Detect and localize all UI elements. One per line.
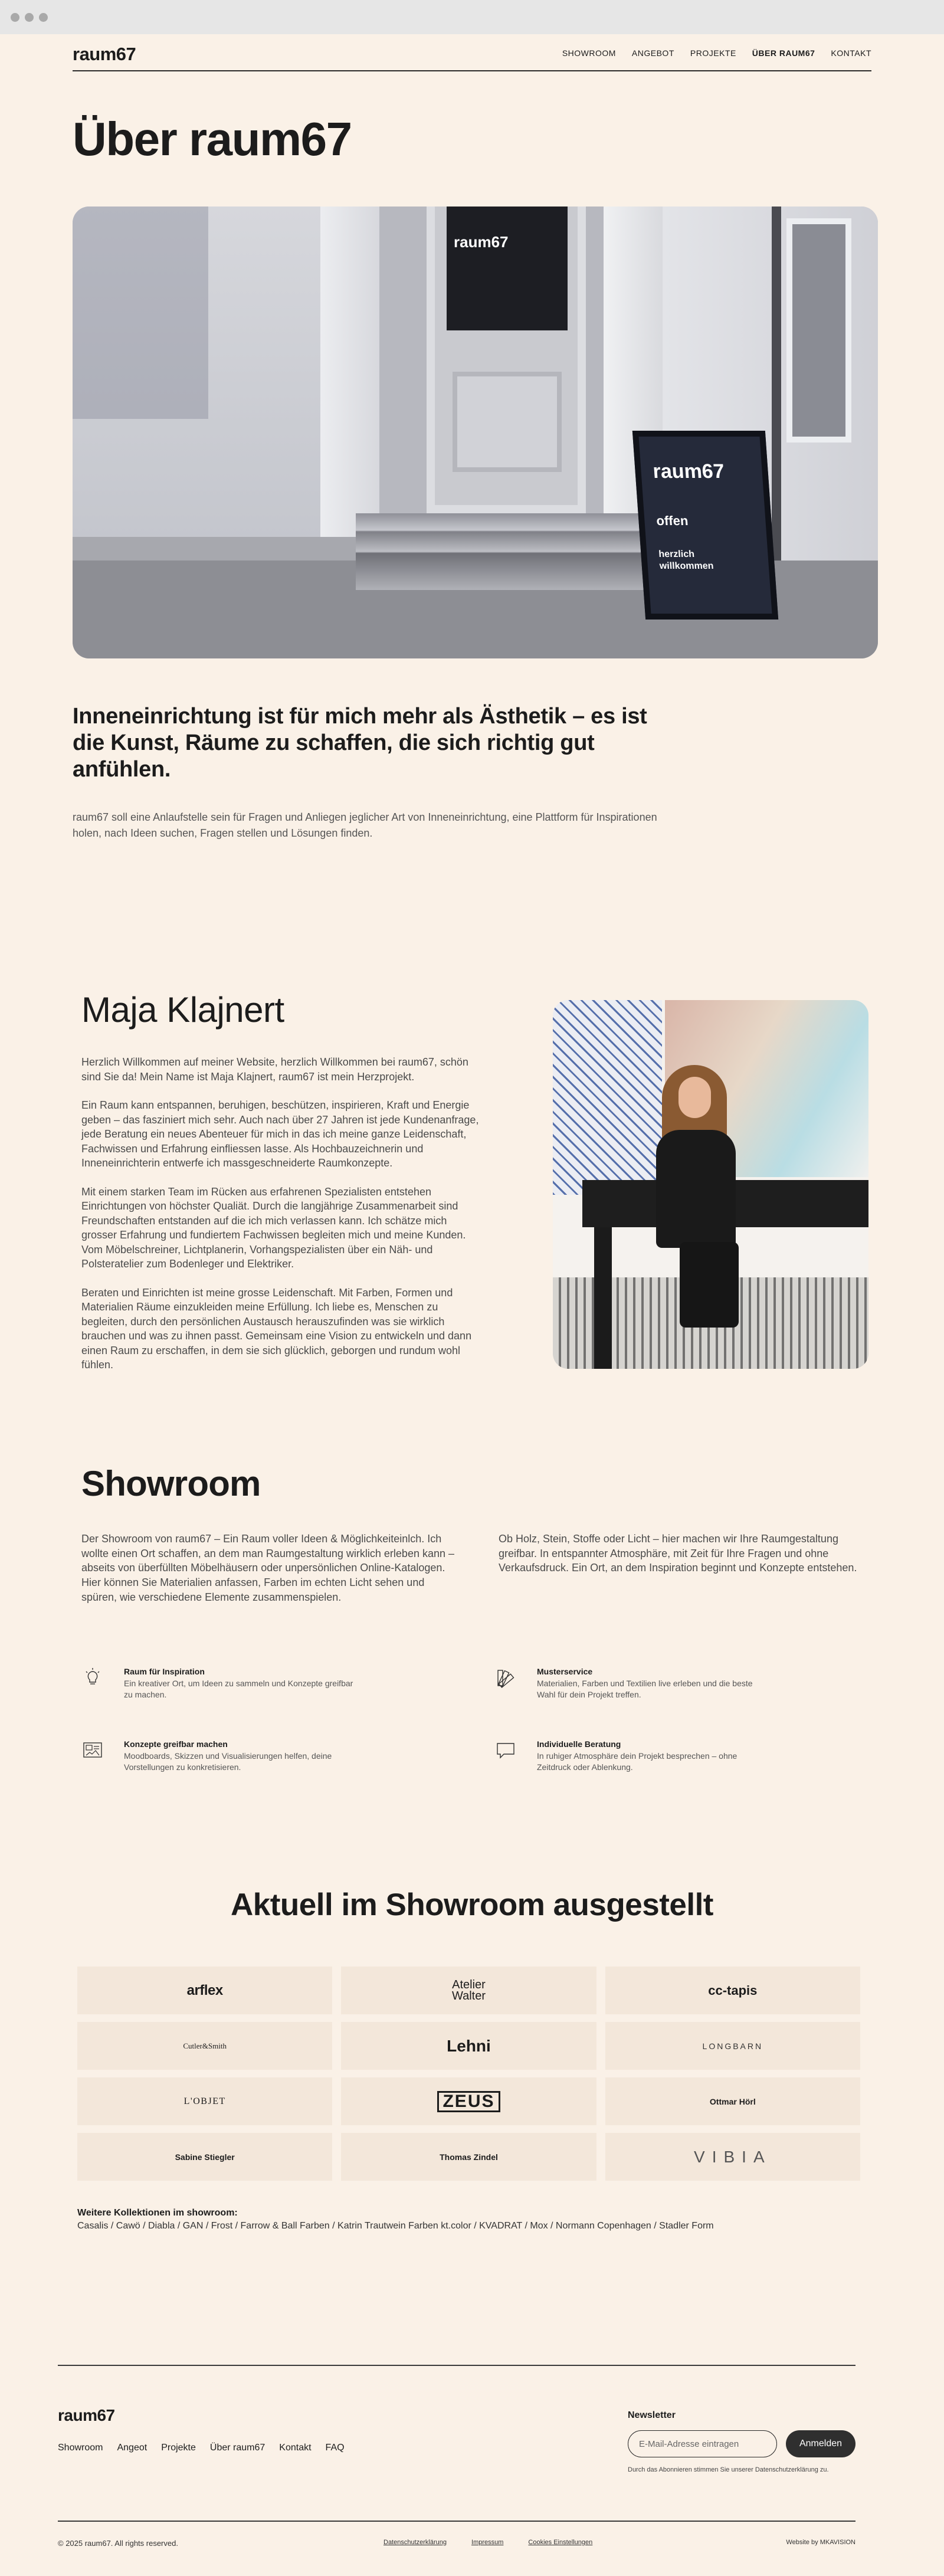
hero-image (73, 207, 878, 658)
hero-window (786, 218, 851, 443)
nav-ueber-raum67[interactable]: ÜBER RAUM67 (752, 48, 815, 58)
page-title: Über raum67 (73, 113, 352, 165)
sign-welcome: herzlich willkommen (658, 549, 714, 571)
portrait-legs (680, 1242, 739, 1328)
showroom-text-left: Der Showroom von raum67 – Ein Raum voller Ideen & Möglichkeiteinlch. Ich wollte einen Ort schaffen, an dem man Raumgestaltung wirklich erleben kann – abseits von überfüllten Möbelhäusern oder unpersönlichen Online-Katalogen. Hier können Sie Materialien anfassen, Farben im echten Licht sehen und spüren, wie verschiedene Elemente zusammenspielen. (81, 1533, 455, 1603)
chat-icon (494, 1739, 517, 1762)
brand-tile (77, 2133, 332, 2181)
brand-logo: arflex (186, 1982, 223, 1998)
brand-logo: LONGBARN (702, 2041, 763, 2051)
footer-nav-showroom[interactable]: Showroom (58, 2443, 103, 2453)
window-maximize-dot[interactable] (39, 13, 48, 22)
hero-door-panel (453, 372, 562, 472)
feature-title: Raum für Inspiration (124, 1667, 205, 1676)
portrait-face (678, 1077, 711, 1118)
portrait-table-leg (594, 1227, 612, 1369)
brand-logo: L'OBJET (183, 2096, 226, 2106)
brand-tile (605, 2077, 860, 2125)
main-nav (562, 48, 871, 58)
swatches-icon (494, 1667, 517, 1689)
footer-nav-faq[interactable]: FAQ (325, 2443, 345, 2453)
hero-door (427, 207, 586, 513)
brand-logo: Ottmar Hörl (709, 2096, 756, 2106)
footer-divider-bottom (58, 2521, 856, 2522)
hero-sign (632, 431, 778, 620)
brand-logo: VIBIA (694, 2147, 772, 2166)
hero-door-glass (447, 207, 568, 330)
intro-headline: Inneneinrichtung ist für mich mehr als Ästhetik – es ist die Kunst, Räume zu schaffen, die sich richtig gut anfühlen. (73, 704, 647, 782)
copyright: © 2025 raum67. All rights reserved. (58, 2539, 178, 2548)
feature-title: Musterservice (537, 1667, 593, 1676)
footer-nav-ueber[interactable]: Über raum67 (209, 2443, 266, 2453)
window-close-dot[interactable] (11, 13, 19, 22)
site-logo[interactable]: raum67 (73, 44, 136, 64)
brand-tile (341, 1967, 596, 2014)
about-name: Maja Klajnert (81, 990, 284, 1030)
sign-open: offen (655, 513, 689, 528)
website-credit[interactable]: Website by MKAVISION (786, 2539, 856, 2546)
sign-logo: raum67 (652, 460, 725, 483)
showroom-title: Showroom (81, 1464, 261, 1503)
brand-tile (341, 2077, 596, 2125)
footer-nav-angebot[interactable]: Angeot (117, 2443, 148, 2453)
brand-tile (341, 2133, 596, 2181)
portrait-artwork-left (553, 1000, 662, 1195)
portrait-torso (656, 1130, 736, 1248)
brand-tile (605, 2022, 860, 2070)
browser-chrome (0, 0, 944, 34)
about-paragraph: Mit einem starken Team im Rücken aus erfahrenen Spezialisten entstehen Einrichtungen von höchster Qualiät. Durch die langjährige Zusammenarbeit sind Freundschaften entstanden auf die ich mich verlassen kann. Ich schätze mich grosser Erfahrung und fundiertem Fachwissen begleiten mich und meine Kunden. Vom Möbelschreiner, Lichtplanerin, Vorhangspezialisten über ein Näh- und Polsteratelier zum Bodenleger und Elektriker. (81, 1185, 466, 1270)
legal-links (384, 2539, 592, 2546)
footer-nav (58, 2443, 345, 2453)
door-logo: raum67 (454, 233, 509, 251)
footer-logo[interactable]: raum67 (58, 2406, 115, 2424)
footer-divider-top (58, 2365, 856, 2366)
brand-logo: Atelier Walter (451, 1978, 486, 2003)
nav-projekte[interactable]: PROJEKTE (690, 48, 736, 58)
newsletter-label: Newsletter (628, 2410, 676, 2420)
about-paragraph: Beraten und Einrichten ist meine grosse Leidenschaft. Mit Farben, Formen und Materialien Räume einzukleiden meine Erfüllung. Ich liebe es, Menschen zu begleiten, durch den persönlichen Austausch herauszufinden was sie wirklich brauchen und was zu ihnen passt. Gemeinsam eine Vision zu entwickeln und dann einen Raum zu erschaffen, in dem sie sich glücklich, geborgen und rundum wohl fühlen. (81, 1286, 472, 1371)
brand-logo: Sabine Stiegler (175, 2152, 235, 2162)
feature-description: Moodboards, Skizzen und Visualisierungen helfen, deine Vorstellungen zu konkretisieren. (124, 1751, 332, 1772)
site-header (73, 34, 871, 71)
about-paragraph: Ein Raum kann entspannen, beruhigen, beschützen, inspirieren, Kraft und Energie geben – das fasziniert mich sehr. Auch nach über 27 Jahren ist jede Kundenanfrage, jede Beratung ein neues Abenteuer für mich in das ich meine ganze Leidenschaft, Fachwissen und Erfahrung einfliessen lasse. Als Hochbauzeichnerin und Inneneinrichterin entwerfe ich massgeschneiderte Raumkonzepte. (81, 1099, 479, 1169)
brand-logo: cc-tapis (708, 1982, 758, 1998)
more-collections-title: Weitere Kollektionen im showroom: (77, 2208, 238, 2218)
brand-tile (605, 2133, 860, 2181)
brand-tile (77, 1967, 332, 2014)
newsletter-note: Durch das Abonnieren stimmen Sie unserer Datenschutzerklärung zu. (628, 2466, 829, 2473)
cookie-settings-link[interactable]: Cookies Einstellungen (528, 2539, 593, 2546)
brand-tile (605, 1967, 860, 2014)
feature-description: In ruhiger Atmosphäre dein Projekt besprechen – ohne Zeitdruck oder Ablenkung. (537, 1751, 738, 1772)
brand-logo: Lehni (447, 2036, 491, 2055)
newsletter-subscribe-button[interactable]: Anmelden (786, 2430, 856, 2457)
brand-logo: Cutler&Smith (183, 2041, 227, 2050)
feature-description: Ein kreativer Ort, um Ideen zu sammeln und Konzepte greifbar zu machen. (124, 1679, 353, 1699)
more-collections-list: Casalis / Cawö / Diabla / GAN / Frost / Farrow & Ball Farben / Katrin Trautwein Farben kt.color / KVADRAT / Mox / Normann Copenhagen / Stadler Form (77, 2221, 714, 2231)
privacy-link[interactable]: Datenschutzerklärung (384, 2539, 447, 2546)
showroom-text-right: Ob Holz, Stein, Stoffe oder Licht – hier machen wir Ihre Raumgestaltung greifbar. In entspannter Atmosphäre, mit Zeit für Ihre Fragen und ohne Verkaufsdruck. Ein Ort, an dem Inspiration beginnt und Konzepte entstehen. (499, 1533, 857, 1574)
feature-title: Konzepte greifbar machen (124, 1739, 228, 1749)
hero-shadow (73, 207, 208, 419)
portrait-photo (553, 1000, 868, 1369)
footer-nav-projekte[interactable]: Projekte (161, 2443, 196, 2453)
brand-tile (77, 2022, 332, 2070)
nav-showroom[interactable]: SHOWROOM (562, 48, 616, 58)
lightbulb-icon (81, 1667, 104, 1689)
moodboard-icon (81, 1739, 104, 1762)
footer-nav-kontakt[interactable]: Kontakt (279, 2443, 312, 2453)
nav-angebot[interactable]: ANGEBOT (631, 48, 674, 58)
about-paragraph: Herzlich Willkommen auf meiner Website, herzlich Willkommen bei raum67, schön sind Sie da! Mein Name ist Maja Klajnert, raum67 ist mein Herzprojekt. (81, 1056, 468, 1083)
nav-kontakt[interactable]: KONTAKT (831, 48, 871, 58)
feature-description: Materialien, Farben und Textilien live erleben und die beste Wahl für dein Projekt treffen. (537, 1679, 753, 1699)
brand-tile (77, 2077, 332, 2125)
brand-logo: ZEUS (437, 2091, 500, 2112)
brand-tile (341, 2022, 596, 2070)
hero-steps (356, 513, 663, 590)
newsletter-email-input[interactable] (628, 2430, 777, 2457)
portrait-person (656, 1065, 739, 1328)
brands-title: Aktuell im Showroom ausgestellt (231, 1887, 713, 1922)
brands-grid (77, 1967, 860, 2181)
feature-title: Individuelle Beratung (537, 1739, 621, 1749)
intro-text: raum67 soll eine Anlaufstelle sein für Fragen und Anliegen jeglicher Art von Inneneinrichtung, eine Plattform für Inspirationen holen, nach Ideen suchen, Fragen stellen und Lösungen finden. (73, 811, 657, 839)
window-minimize-dot[interactable] (25, 13, 34, 22)
imprint-link[interactable]: Impressum (471, 2539, 504, 2546)
hero-pillar (320, 207, 379, 555)
brand-logo: Thomas Zindel (440, 2152, 498, 2162)
about-body (81, 1055, 483, 1387)
